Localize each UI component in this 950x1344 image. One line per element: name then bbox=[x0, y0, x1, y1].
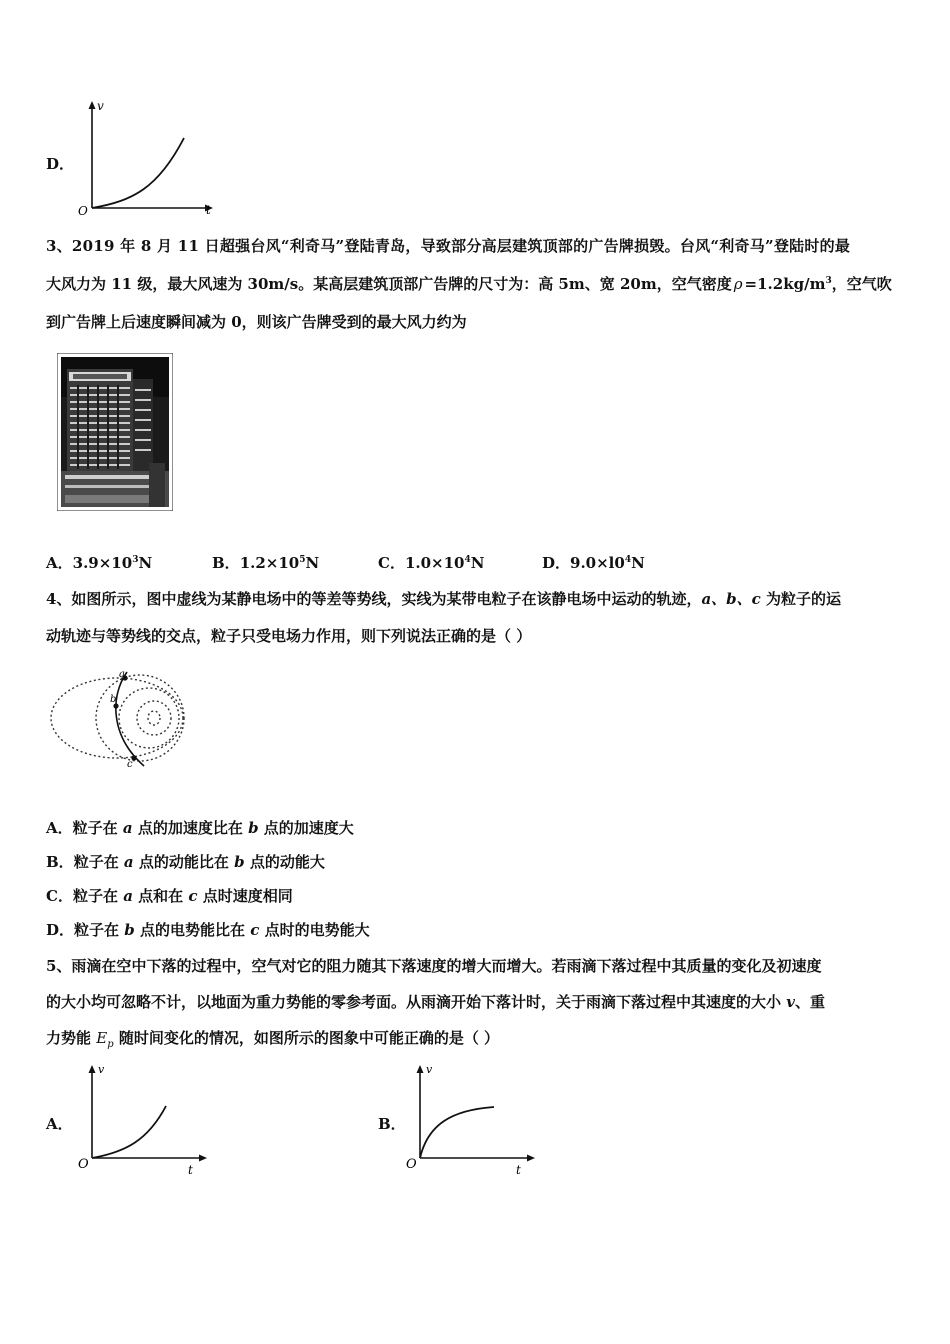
q5-option-a-label[interactable]: A． bbox=[46, 1115, 73, 1133]
q5-line-3-text: 力势能 bbox=[46, 1029, 97, 1047]
q5a-origin-label: O bbox=[78, 1157, 89, 1172]
q4-line-1 bbox=[46, 589, 841, 609]
q3-options bbox=[46, 553, 645, 573]
q3-option-b[interactable]: B．$1.2\times 10^5N$ bbox=[212, 554, 320, 572]
q3-line-2-text: 大风力为 11 级，最大风速为 30m/s。某高层建筑顶部广告牌的尺寸为：高 5m、宽 20m，空气密度 bbox=[46, 275, 732, 293]
q5-var-E-sub: p bbox=[107, 1039, 114, 1050]
q3-density-exponent: 3 bbox=[825, 276, 832, 286]
q5-line-3 bbox=[46, 1028, 499, 1055]
q2-option-d-label: D． bbox=[46, 155, 75, 173]
q4-line-1-text: 4、如图所示，图中虚线为某静电场中的等差等势线，实线为某带电粒子在该静电场中运动的轨迹， bbox=[46, 590, 702, 608]
q5-var-E: E bbox=[96, 1029, 108, 1047]
q3-density-value: =1.2kg/m bbox=[744, 275, 826, 293]
q4-line-2: 动轨迹与等势线的交点，粒子只受电场力作用，则下列说法正确的是（ ） bbox=[46, 627, 532, 645]
q5-option-b-graph bbox=[404, 1060, 544, 1180]
q3-line-3: 到广告牌上后速度瞬间减为 0，则该广告牌受到的最大风力约为 bbox=[46, 313, 467, 331]
q3-line-1: 3、2019 年 8 月 11 日超强台风“利奇马”登陆青岛，导致部分高层建筑顶部的广告牌损毁。台风“利奇马”登陆时的最 bbox=[46, 237, 851, 255]
q3-option-c[interactable]: C．$1.0\times 10^4N$ bbox=[378, 554, 485, 572]
q5-option-a-graph bbox=[76, 1060, 216, 1180]
q2-option-d-graph bbox=[78, 98, 228, 218]
q2-graph-y-label: v bbox=[97, 99, 104, 113]
q4-point-vars: a、b、c bbox=[701, 590, 761, 608]
q5a-x-label: t bbox=[188, 1163, 193, 1177]
q3-option-d[interactable]: D．$9.0\times l0^4N$ bbox=[542, 554, 645, 572]
q4-option-d[interactable]: D．粒子在 b 点的电势能比在 c 点时的电势能大 bbox=[46, 921, 370, 939]
q5a-y-label: v bbox=[98, 1063, 105, 1076]
q4-option-b[interactable]: B．粒子在 a 点的动能比在 b 点的动能大 bbox=[46, 853, 325, 871]
q5-var-v: v bbox=[786, 993, 795, 1011]
q4-line-1-end: 为粒子的运 bbox=[760, 590, 842, 608]
q5-line-2-end: 、重 bbox=[794, 993, 825, 1011]
q4-label-a: a bbox=[119, 669, 125, 680]
q4-label-b: b bbox=[110, 694, 117, 705]
q3-rho-symbol: ρ bbox=[733, 275, 743, 293]
q5b-y-label: v bbox=[426, 1063, 433, 1076]
q5-line-2 bbox=[46, 992, 825, 1012]
q4-option-c[interactable]: C．粒子在 a 点和在 c 点时速度相同 bbox=[46, 887, 293, 905]
q3-option-a[interactable]: A．$3.9\times 10^3N$ bbox=[46, 554, 153, 572]
q4-equipotential-figure bbox=[48, 666, 188, 778]
q5-line-3-end: 随时间变化的情况，如图所示的图象中可能正确的是（ ） bbox=[113, 1029, 500, 1047]
q5-option-b-label[interactable]: B． bbox=[378, 1115, 406, 1133]
q5b-x-label: t bbox=[516, 1163, 521, 1177]
q5b-origin-label: O bbox=[406, 1157, 417, 1172]
q2-graph-x-label: t bbox=[206, 203, 211, 217]
q3-line-2 bbox=[46, 274, 892, 294]
q5-line-2-text: 的大小均可忽略不计，以地面为重力势能的零参考面。从雨滴开始下落计时，关于雨滴下落过程中其速度的大小 bbox=[46, 993, 787, 1011]
q3-line-2-end: ，空气吹 bbox=[831, 275, 892, 293]
q5-line-1: 5、雨滴在空中下落的过程中，空气对它的阻力随其下落速度的增大而增大。若雨滴下落过程中其质量的变化及初速度 bbox=[46, 957, 822, 975]
q4-label-c: c bbox=[127, 759, 133, 770]
q3-building-photo bbox=[57, 353, 173, 511]
q2-graph-origin-label: O bbox=[78, 204, 88, 218]
q4-option-a[interactable]: A．粒子在 a 点的加速度比在 b 点的加速度大 bbox=[46, 819, 354, 837]
